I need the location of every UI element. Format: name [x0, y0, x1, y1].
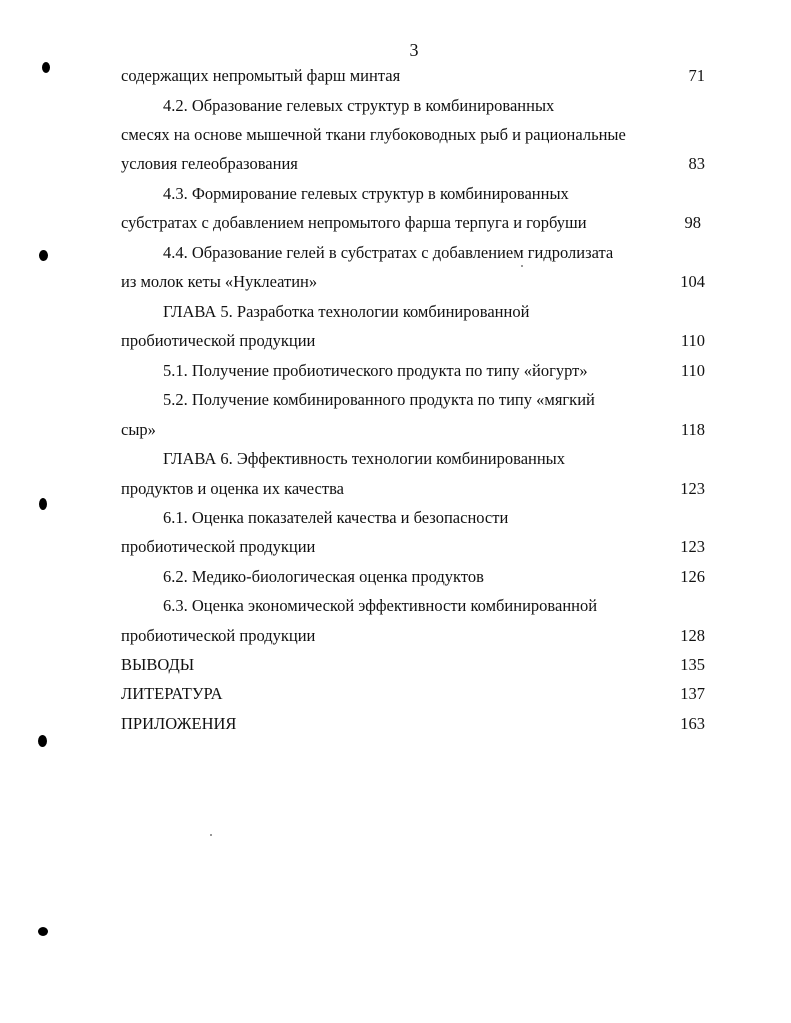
toc-line: пробиотической продукции [121, 331, 316, 350]
toc-line: продуктов и оценка их качества [121, 479, 344, 498]
page-number: 3 [409, 40, 419, 60]
toc-page: 110 [680, 331, 705, 350]
punch-hole-mark [42, 62, 50, 73]
toc-line: пробиотической продукции [121, 626, 316, 645]
toc-line: 4.4. Образование гелей в субстратах с добавлением гидролизата [163, 243, 614, 262]
toc-line: 5.1. Получение пробиотического продукта по типу «йогурт» [163, 361, 588, 380]
scan-speck [210, 834, 212, 836]
toc-page: 83 [688, 154, 705, 173]
toc-page: 123 [680, 537, 705, 556]
punch-hole-mark [39, 498, 47, 510]
toc-line: ГЛАВА 5. Разработка технологии комбинированной [163, 302, 530, 321]
toc-line: 6.3. Оценка экономической эффективности комбинированной [163, 596, 598, 615]
toc-line: 6.1. Оценка показателей качества и безопасности [163, 508, 509, 527]
toc-page: 110 [680, 361, 705, 380]
scan-speck [521, 265, 523, 267]
toc-line: условия гелеобразования [121, 154, 298, 173]
toc-line: из молок кеты «Нуклеатин» [121, 272, 318, 291]
toc-page: 104 [680, 272, 705, 291]
toc-line: ПРИЛОЖЕНИЯ [121, 714, 237, 733]
toc-line: 6.2. Медико-биологическая оценка продуктов [163, 567, 484, 586]
toc-line: смесях на основе мышечной ткани глубоководных рыб и рациональные [121, 125, 626, 144]
punch-hole-mark [38, 735, 47, 747]
toc-page: 135 [680, 655, 705, 674]
toc-page: 128 [680, 626, 705, 645]
toc-line: ЛИТЕРАТУРА [121, 684, 223, 703]
toc-line: 5.2. Получение комбинированного продукта по типу «мягкий [163, 390, 595, 409]
punch-hole-mark [39, 250, 48, 261]
toc-page: 126 [680, 567, 705, 586]
toc-line: субстратах с добавлением непромытого фарша терпуга и горбуши [121, 213, 587, 232]
toc-page: 118 [680, 420, 705, 439]
toc-line: 4.2. Образование гелевых структур в комбинированных [163, 96, 555, 115]
toc-page: 123 [680, 479, 705, 498]
toc-line: ВЫВОДЫ [121, 655, 195, 674]
toc-line: 4.3. Формирование гелевых структур в комбинированных [163, 184, 569, 203]
toc-line: ГЛАВА 6. Эффективность технологии комбинированных [163, 449, 566, 468]
punch-hole-mark [38, 927, 48, 936]
toc-line: пробиотической продукции [121, 537, 316, 556]
toc-line: сыр» [121, 420, 156, 439]
toc-page: 163 [680, 714, 705, 733]
toc-page: 71 [688, 66, 705, 85]
toc-line: содержащих непромытый фарш минтая [121, 66, 401, 85]
toc-page: 98 [684, 213, 701, 232]
toc-page: 137 [680, 684, 705, 703]
